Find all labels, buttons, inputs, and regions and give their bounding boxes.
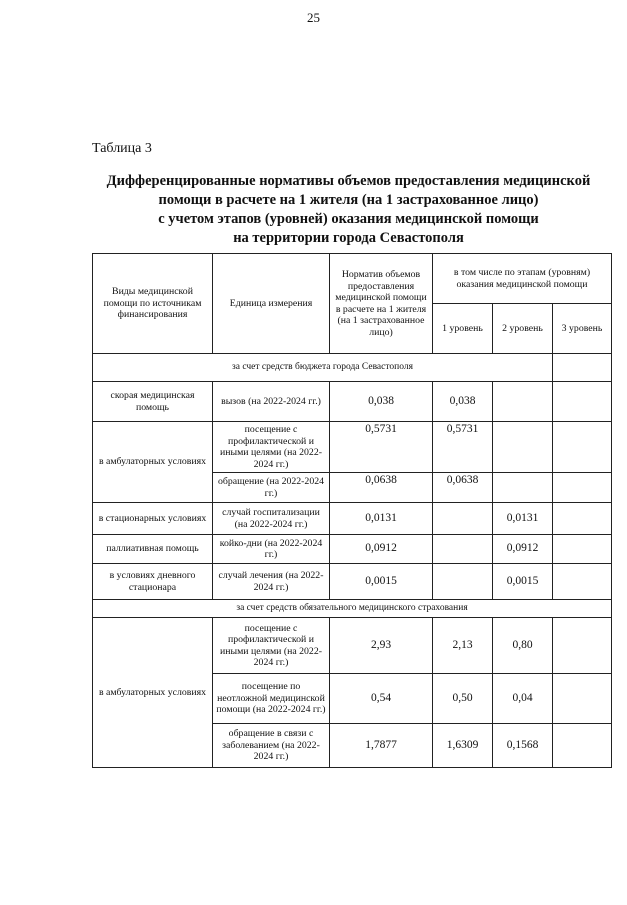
level2-cell: 0,0131 xyxy=(493,503,553,535)
unit-cell: посещение с профилактической и иными целями (на 2022-2024 гг.) xyxy=(213,422,330,473)
level2-cell xyxy=(493,422,553,473)
level3-cell xyxy=(553,618,612,674)
norm-cell: 0,0131 xyxy=(330,503,433,535)
level1-cell: 0,038 xyxy=(433,382,493,422)
table-row xyxy=(93,382,612,422)
norm-cell: 0,54 xyxy=(330,674,433,724)
header-level-2: 2 уровень xyxy=(493,304,553,354)
level2-cell xyxy=(493,382,553,422)
title-line: Дифференцированные нормативы объемов предоставления медицинской xyxy=(106,173,591,189)
table-cell xyxy=(553,354,612,382)
unit-cell: случай госпитализации (на 2022-2024 гг.) xyxy=(213,503,330,535)
table-row xyxy=(93,618,612,674)
norms-table xyxy=(92,253,612,768)
level3-cell xyxy=(553,724,612,768)
care-type-cell: скорая медицинская помощь xyxy=(93,382,213,422)
section-row-budget xyxy=(93,354,612,382)
level2-cell: 0,0015 xyxy=(493,564,553,600)
header-level-3: 3 уровень xyxy=(553,304,612,354)
level2-cell: 0,0912 xyxy=(493,535,553,564)
unit-cell: посещение с профилактической и иными целями (на 2022-2024 гг.) xyxy=(213,618,330,674)
care-type-cell: в условиях дневного стационара xyxy=(93,564,213,600)
table-caption: Таблица 3 xyxy=(92,141,152,156)
level1-cell: 1,6309 xyxy=(433,724,493,768)
level1-cell: 0,5731 xyxy=(433,422,493,473)
table-row xyxy=(93,422,612,473)
norm-cell: 0,0638 xyxy=(330,473,433,503)
level3-cell xyxy=(553,674,612,724)
title-line: с учетом этапов (уровней) оказания медицинской помощи xyxy=(158,211,539,227)
level1-cell: 0,50 xyxy=(433,674,493,724)
level1-cell xyxy=(433,564,493,600)
unit-cell: вызов (на 2022-2024 гг.) xyxy=(213,382,330,422)
unit-cell: обращение (на 2022-2024 гг.) xyxy=(213,473,330,503)
page-number: 25 xyxy=(307,10,320,25)
section-row-oms xyxy=(93,600,612,618)
level2-cell: 0,04 xyxy=(493,674,553,724)
norm-cell: 2,93 xyxy=(330,618,433,674)
norm-cell: 0,0015 xyxy=(330,564,433,600)
table-header-row xyxy=(93,254,612,304)
level3-cell xyxy=(553,564,612,600)
level2-cell xyxy=(493,473,553,503)
care-type-cell: в амбулаторных условиях xyxy=(93,618,213,768)
level1-cell xyxy=(433,503,493,535)
unit-cell: посещение по неотложной медицинской помощи (на 2022-2024 гг.) xyxy=(213,674,330,724)
header-unit: Единица измерения xyxy=(213,254,330,354)
header-levels-group: в том числе по этапам (уровням) оказания медицинской помощи xyxy=(433,254,612,304)
level3-cell xyxy=(553,422,612,473)
header-level-1: 1 уровень xyxy=(433,304,493,354)
care-type-cell: в амбулаторных условиях xyxy=(93,422,213,503)
norm-cell: 0,0912 xyxy=(330,535,433,564)
level1-cell: 2,13 xyxy=(433,618,493,674)
header-norm: Норматив объемов предоставления медицинской помощи в расчете на 1 жителя (на 1 застрахованное лицо) xyxy=(330,254,433,354)
norm-cell: 1,7877 xyxy=(330,724,433,768)
table-row xyxy=(93,535,612,564)
level3-cell xyxy=(553,382,612,422)
table-row xyxy=(93,564,612,600)
level3-cell xyxy=(553,473,612,503)
care-type-cell: паллиативная помощь xyxy=(93,535,213,564)
level1-cell xyxy=(433,535,493,564)
title-line: на территории города Севастополя xyxy=(233,230,464,246)
section-title: за счет средств обязательного медицинского страхования xyxy=(93,600,612,618)
title-line: помощи в расчете на 1 жителя (на 1 застрахованное лицо) xyxy=(158,192,539,208)
norm-cell: 0,5731 xyxy=(330,422,433,473)
unit-cell: койко-дни (на 2022-2024 гг.) xyxy=(213,535,330,564)
level2-cell: 0,80 xyxy=(493,618,553,674)
norm-cell: 0,038 xyxy=(330,382,433,422)
level3-cell xyxy=(553,503,612,535)
document-title xyxy=(70,172,627,248)
unit-cell: обращение в связи с заболеванием (на 2022-2024 гг.) xyxy=(213,724,330,768)
level2-cell: 0,1568 xyxy=(493,724,553,768)
table-row xyxy=(93,503,612,535)
header-care-type: Виды медицинской помощи по источникам финансирования xyxy=(93,254,213,354)
level3-cell xyxy=(553,535,612,564)
level1-cell: 0,0638 xyxy=(433,473,493,503)
section-title: за счет средств бюджета города Севастополя xyxy=(93,354,553,382)
unit-cell: случай лечения (на 2022-2024 гг.) xyxy=(213,564,330,600)
care-type-cell: в стационарных условиях xyxy=(93,503,213,535)
